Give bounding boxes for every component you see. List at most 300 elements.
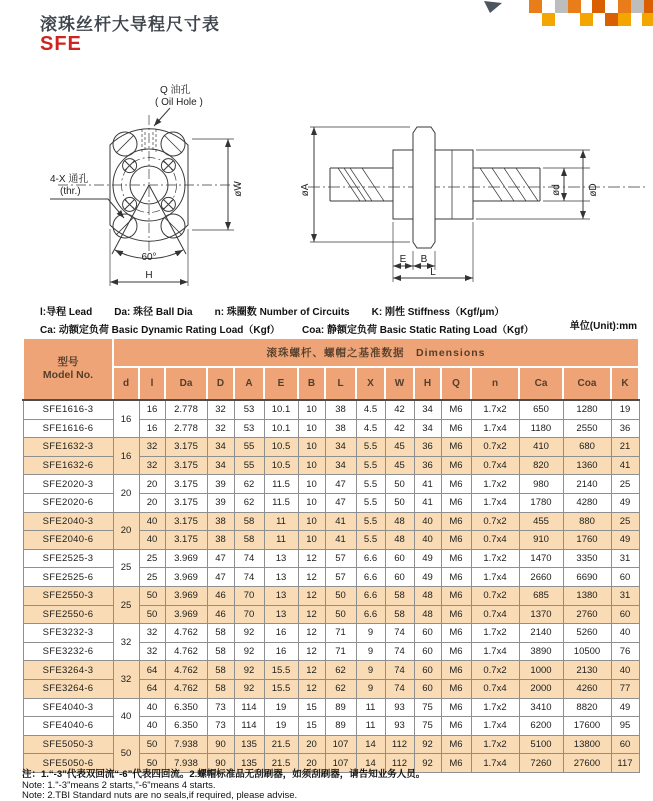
column-header-row bbox=[23, 367, 639, 400]
value-cell-A: 70 bbox=[234, 586, 264, 605]
value-cell-n: 1.7x4 bbox=[471, 717, 519, 736]
value-cell-B: 10 bbox=[298, 531, 325, 550]
value-cell-l: 40 bbox=[139, 698, 165, 717]
value-cell-A: 92 bbox=[234, 661, 264, 680]
value-cell-E: 16 bbox=[264, 624, 298, 643]
value-cell-W: 42 bbox=[385, 400, 414, 419]
value-cell-n: 0.7x4 bbox=[471, 679, 519, 698]
value-cell-E: 21.5 bbox=[264, 735, 298, 754]
value-cell-Da: 4.762 bbox=[165, 661, 207, 680]
value-cell-Da: 3.175 bbox=[165, 493, 207, 512]
value-cell-A: 114 bbox=[234, 698, 264, 717]
table-row bbox=[23, 735, 639, 754]
table-row bbox=[23, 400, 639, 419]
value-cell-A: 58 bbox=[234, 531, 264, 550]
column-header-n: n bbox=[471, 367, 519, 400]
logo-pixel bbox=[592, 0, 605, 13]
value-cell-B: 12 bbox=[298, 605, 325, 624]
d-merged-cell: 40 bbox=[113, 698, 139, 735]
value-cell-H: 34 bbox=[414, 400, 441, 419]
value-cell-l: 32 bbox=[139, 642, 165, 661]
oil-hole-label-cn: Q 油孔 bbox=[160, 85, 191, 96]
value-cell-H: 75 bbox=[414, 717, 441, 736]
value-cell-l: 64 bbox=[139, 661, 165, 680]
value-cell-H: 40 bbox=[414, 512, 441, 531]
value-cell-X: 6.6 bbox=[356, 568, 385, 587]
value-cell-Coa: 10500 bbox=[563, 642, 611, 661]
thru-hole-label-en: (thr.) bbox=[60, 186, 81, 197]
value-cell-n: 0.7x2 bbox=[471, 438, 519, 457]
value-cell-H: 60 bbox=[414, 642, 441, 661]
value-cell-E: 11 bbox=[264, 512, 298, 531]
value-cell-Ca: 820 bbox=[519, 456, 563, 475]
value-cell-Coa: 1360 bbox=[563, 456, 611, 475]
value-cell-W: 112 bbox=[385, 735, 414, 754]
value-cell-W: 93 bbox=[385, 717, 414, 736]
value-cell-H: 48 bbox=[414, 586, 441, 605]
value-cell-L: 71 bbox=[325, 624, 356, 643]
value-cell-W: 58 bbox=[385, 586, 414, 605]
value-cell-Coa: 680 bbox=[563, 438, 611, 457]
value-cell-X: 5.5 bbox=[356, 531, 385, 550]
value-cell-Da: 2.778 bbox=[165, 419, 207, 438]
value-cell-E: 11 bbox=[264, 531, 298, 550]
d-merged-cell: 50 bbox=[113, 735, 139, 772]
value-cell-Da: 3.175 bbox=[165, 456, 207, 475]
thru-hole-label-cn: 4-X 通孔 bbox=[50, 174, 89, 185]
value-cell-Ca: 685 bbox=[519, 586, 563, 605]
value-cell-H: 34 bbox=[414, 419, 441, 438]
value-cell-A: 92 bbox=[234, 642, 264, 661]
value-cell-X: 9 bbox=[356, 661, 385, 680]
column-header-D: D bbox=[207, 367, 234, 400]
value-cell-K: 25 bbox=[611, 475, 639, 494]
value-cell-Q: M6 bbox=[441, 661, 471, 680]
value-cell-A: 92 bbox=[234, 624, 264, 643]
value-cell-l: 20 bbox=[139, 475, 165, 494]
value-cell-Coa: 1380 bbox=[563, 586, 611, 605]
value-cell-W: 74 bbox=[385, 661, 414, 680]
model-header-en: Model No. bbox=[42, 369, 94, 381]
value-cell-Coa: 4260 bbox=[563, 679, 611, 698]
value-cell-Coa: 2130 bbox=[563, 661, 611, 680]
table-row bbox=[23, 475, 639, 494]
value-cell-W: 58 bbox=[385, 605, 414, 624]
d-merged-cell: 20 bbox=[113, 512, 139, 549]
value-cell-X: 5.5 bbox=[356, 475, 385, 494]
value-cell-Q: M6 bbox=[441, 456, 471, 475]
value-cell-K: 19 bbox=[611, 400, 639, 419]
value-cell-Da: 3.969 bbox=[165, 568, 207, 587]
value-cell-Ca: 455 bbox=[519, 512, 563, 531]
value-cell-A: 55 bbox=[234, 456, 264, 475]
value-cell-L: 38 bbox=[325, 400, 356, 419]
value-cell-X: 9 bbox=[356, 679, 385, 698]
value-cell-W: 48 bbox=[385, 512, 414, 531]
value-cell-D: 47 bbox=[207, 568, 234, 587]
value-cell-Coa: 1760 bbox=[563, 531, 611, 550]
value-cell-L: 89 bbox=[325, 717, 356, 736]
oil-hole-label-en: ( Oil Hole ) bbox=[155, 97, 203, 108]
value-cell-Q: M6 bbox=[441, 419, 471, 438]
logo-arrow-icon bbox=[483, 0, 505, 14]
column-header-l: l bbox=[139, 367, 165, 400]
value-cell-B: 12 bbox=[298, 679, 325, 698]
value-cell-A: 55 bbox=[234, 438, 264, 457]
value-cell-H: 48 bbox=[414, 605, 441, 624]
legend bbox=[40, 303, 640, 339]
value-cell-n: 1.7x2 bbox=[471, 624, 519, 643]
value-cell-H: 41 bbox=[414, 493, 441, 512]
table-row bbox=[23, 549, 639, 568]
value-cell-Coa: 8820 bbox=[563, 698, 611, 717]
value-cell-H: 60 bbox=[414, 679, 441, 698]
value-cell-E: 15.5 bbox=[264, 679, 298, 698]
value-cell-l: 40 bbox=[139, 717, 165, 736]
value-cell-H: 41 bbox=[414, 475, 441, 494]
dim-l-label: L bbox=[430, 267, 436, 278]
model-cell: SFE2040-6 bbox=[23, 531, 113, 550]
value-cell-K: 95 bbox=[611, 717, 639, 736]
value-cell-H: 40 bbox=[414, 531, 441, 550]
value-cell-B: 12 bbox=[298, 661, 325, 680]
table-row bbox=[23, 624, 639, 643]
column-header-Ca: Ca bbox=[519, 367, 563, 400]
value-cell-W: 93 bbox=[385, 698, 414, 717]
dim-e-label: E bbox=[399, 254, 407, 265]
value-cell-n: 0.7x2 bbox=[471, 512, 519, 531]
value-cell-W: 60 bbox=[385, 549, 414, 568]
value-cell-E: 16 bbox=[264, 642, 298, 661]
value-cell-K: 40 bbox=[611, 661, 639, 680]
value-cell-Ca: 2000 bbox=[519, 679, 563, 698]
dim-d-small-label: ød bbox=[551, 184, 562, 196]
value-cell-Coa: 4280 bbox=[563, 493, 611, 512]
value-cell-L: 41 bbox=[325, 531, 356, 550]
value-cell-X: 5.5 bbox=[356, 438, 385, 457]
value-cell-A: 135 bbox=[234, 735, 264, 754]
value-cell-E: 10.1 bbox=[264, 419, 298, 438]
value-cell-n: 0.7x2 bbox=[471, 586, 519, 605]
model-cell: SFE2525-3 bbox=[23, 549, 113, 568]
column-header-W: W bbox=[385, 367, 414, 400]
value-cell-L: 50 bbox=[325, 605, 356, 624]
flange-front-view-diagram bbox=[42, 82, 292, 300]
value-cell-L: 47 bbox=[325, 475, 356, 494]
dim-b-label: B bbox=[420, 254, 428, 265]
model-cell: SFE1632-6 bbox=[23, 456, 113, 475]
model-cell: SFE4040-6 bbox=[23, 717, 113, 736]
value-cell-H: 49 bbox=[414, 568, 441, 587]
value-cell-K: 31 bbox=[611, 549, 639, 568]
logo-pixel bbox=[642, 13, 653, 26]
value-cell-E: 13 bbox=[264, 568, 298, 587]
value-cell-E: 10.1 bbox=[264, 400, 298, 419]
value-cell-X: 14 bbox=[356, 735, 385, 754]
value-cell-Coa: 6690 bbox=[563, 568, 611, 587]
model-header-cn: 型号 bbox=[57, 356, 79, 368]
model-cell: SFE2550-6 bbox=[23, 605, 113, 624]
value-cell-W: 45 bbox=[385, 438, 414, 457]
value-cell-A: 53 bbox=[234, 419, 264, 438]
value-cell-Ca: 1780 bbox=[519, 493, 563, 512]
value-cell-E: 21.5 bbox=[264, 754, 298, 773]
value-cell-n: 1.7x2 bbox=[471, 735, 519, 754]
value-cell-L: 41 bbox=[325, 512, 356, 531]
d-merged-cell: 25 bbox=[113, 549, 139, 586]
value-cell-l: 50 bbox=[139, 586, 165, 605]
value-cell-W: 48 bbox=[385, 531, 414, 550]
column-header-Coa: Coa bbox=[563, 367, 611, 400]
table-row bbox=[23, 512, 639, 531]
value-cell-W: 74 bbox=[385, 642, 414, 661]
value-cell-E: 15.5 bbox=[264, 661, 298, 680]
value-cell-n: 1.7x4 bbox=[471, 754, 519, 773]
value-cell-K: 21 bbox=[611, 438, 639, 457]
value-cell-A: 62 bbox=[234, 493, 264, 512]
value-cell-Coa: 2140 bbox=[563, 475, 611, 494]
legend-stiffness: K: 刚性 Stiffness（Kgf/μm） bbox=[371, 307, 505, 318]
value-cell-n: 0.7x2 bbox=[471, 661, 519, 680]
model-cell: SFE2040-3 bbox=[23, 512, 113, 531]
value-cell-Da: 3.175 bbox=[165, 438, 207, 457]
value-cell-Ca: 1000 bbox=[519, 661, 563, 680]
value-cell-W: 60 bbox=[385, 568, 414, 587]
model-cell: SFE3232-3 bbox=[23, 624, 113, 643]
value-cell-H: 60 bbox=[414, 661, 441, 680]
value-cell-B: 10 bbox=[298, 438, 325, 457]
value-cell-B: 10 bbox=[298, 400, 325, 419]
value-cell-Coa: 1280 bbox=[563, 400, 611, 419]
value-cell-Da: 3.969 bbox=[165, 605, 207, 624]
value-cell-L: 34 bbox=[325, 438, 356, 457]
value-cell-H: 36 bbox=[414, 456, 441, 475]
value-cell-A: 62 bbox=[234, 475, 264, 494]
logo-pixel bbox=[631, 0, 644, 13]
table-row bbox=[23, 661, 639, 680]
value-cell-E: 19 bbox=[264, 717, 298, 736]
column-header-d: d bbox=[113, 367, 139, 400]
value-cell-K: 60 bbox=[611, 605, 639, 624]
value-cell-E: 10.5 bbox=[264, 438, 298, 457]
value-cell-Da: 3.175 bbox=[165, 512, 207, 531]
value-cell-D: 73 bbox=[207, 717, 234, 736]
value-cell-Ca: 980 bbox=[519, 475, 563, 494]
model-cell: SFE2525-6 bbox=[23, 568, 113, 587]
value-cell-B: 12 bbox=[298, 549, 325, 568]
table-row bbox=[23, 586, 639, 605]
column-header-Da: Da bbox=[165, 367, 207, 400]
model-cell: SFE5050-3 bbox=[23, 735, 113, 754]
value-cell-K: 76 bbox=[611, 642, 639, 661]
value-cell-l: 16 bbox=[139, 419, 165, 438]
value-cell-D: 58 bbox=[207, 642, 234, 661]
value-cell-Da: 3.969 bbox=[165, 586, 207, 605]
value-cell-E: 19 bbox=[264, 698, 298, 717]
value-cell-Ca: 1370 bbox=[519, 605, 563, 624]
model-cell: SFE2550-3 bbox=[23, 586, 113, 605]
value-cell-H: 92 bbox=[414, 735, 441, 754]
dim-h-label: H bbox=[145, 270, 153, 281]
value-cell-Coa: 880 bbox=[563, 512, 611, 531]
value-cell-Q: M6 bbox=[441, 605, 471, 624]
value-cell-X: 9 bbox=[356, 642, 385, 661]
value-cell-K: 36 bbox=[611, 419, 639, 438]
value-cell-Ca: 3410 bbox=[519, 698, 563, 717]
value-cell-Ca: 5100 bbox=[519, 735, 563, 754]
d-merged-cell: 25 bbox=[113, 586, 139, 623]
value-cell-Ca: 2140 bbox=[519, 624, 563, 643]
logo-pixel bbox=[605, 13, 618, 26]
value-cell-B: 12 bbox=[298, 624, 325, 643]
technical-drawings bbox=[0, 82, 653, 300]
logo-pixel bbox=[555, 0, 568, 13]
value-cell-Q: M6 bbox=[441, 717, 471, 736]
value-cell-W: 50 bbox=[385, 493, 414, 512]
model-cell: SFE3232-6 bbox=[23, 642, 113, 661]
value-cell-K: 41 bbox=[611, 456, 639, 475]
model-cell: SFE5050-6 bbox=[23, 754, 113, 773]
value-cell-K: 40 bbox=[611, 624, 639, 643]
dim-d-big-label: øD bbox=[588, 183, 599, 197]
value-cell-X: 5.5 bbox=[356, 493, 385, 512]
value-cell-Da: 6.350 bbox=[165, 717, 207, 736]
value-cell-Coa: 2550 bbox=[563, 419, 611, 438]
value-cell-W: 112 bbox=[385, 754, 414, 773]
column-header-L: L bbox=[325, 367, 356, 400]
model-cell: SFE2020-6 bbox=[23, 493, 113, 512]
value-cell-n: 1.7x2 bbox=[471, 698, 519, 717]
value-cell-L: 62 bbox=[325, 661, 356, 680]
page-title: 滚珠丝杆大导程尺寸表 bbox=[40, 15, 220, 34]
d-merged-cell: 16 bbox=[113, 400, 139, 438]
value-cell-K: 77 bbox=[611, 679, 639, 698]
value-cell-A: 74 bbox=[234, 549, 264, 568]
value-cell-Da: 3.969 bbox=[165, 549, 207, 568]
value-cell-B: 12 bbox=[298, 586, 325, 605]
value-cell-Q: M6 bbox=[441, 475, 471, 494]
value-cell-K: 60 bbox=[611, 568, 639, 587]
value-cell-K: 117 bbox=[611, 754, 639, 773]
value-cell-n: 1.7x4 bbox=[471, 568, 519, 587]
value-cell-l: 25 bbox=[139, 568, 165, 587]
value-cell-n: 0.7x4 bbox=[471, 605, 519, 624]
unit-label: 单位(Unit):mm bbox=[569, 321, 637, 332]
legend-circuits: n: 珠圈数 Number of Circuits bbox=[214, 307, 350, 318]
column-header-K: K bbox=[611, 367, 639, 400]
value-cell-E: 11.5 bbox=[264, 475, 298, 494]
value-cell-Q: M6 bbox=[441, 624, 471, 643]
value-cell-n: 0.7x4 bbox=[471, 531, 519, 550]
value-cell-X: 5.5 bbox=[356, 512, 385, 531]
value-cell-D: 46 bbox=[207, 605, 234, 624]
value-cell-H: 49 bbox=[414, 549, 441, 568]
note-en-2: Note: 2.TBI Standard nuts are no seals,if required, please advise. bbox=[22, 790, 298, 801]
brand-pixel-logo bbox=[512, 0, 653, 27]
dimensions-title: 滚珠螺杆、螺帽之基准数据 Dimensions bbox=[113, 338, 639, 367]
value-cell-Coa: 2760 bbox=[563, 605, 611, 624]
footnotes bbox=[22, 770, 642, 801]
value-cell-Ca: 910 bbox=[519, 531, 563, 550]
value-cell-X: 4.5 bbox=[356, 400, 385, 419]
value-cell-Ca: 1180 bbox=[519, 419, 563, 438]
value-cell-X: 11 bbox=[356, 698, 385, 717]
value-cell-Coa: 3350 bbox=[563, 549, 611, 568]
value-cell-H: 36 bbox=[414, 438, 441, 457]
value-cell-n: 1.7x2 bbox=[471, 400, 519, 419]
value-cell-X: 4.5 bbox=[356, 419, 385, 438]
value-cell-X: 6.6 bbox=[356, 549, 385, 568]
model-cell: SFE4040-3 bbox=[23, 698, 113, 717]
column-header-A: A bbox=[234, 367, 264, 400]
value-cell-L: 47 bbox=[325, 493, 356, 512]
value-cell-B: 10 bbox=[298, 475, 325, 494]
value-cell-D: 38 bbox=[207, 531, 234, 550]
value-cell-Da: 7.938 bbox=[165, 735, 207, 754]
model-column-header bbox=[23, 338, 113, 400]
model-cell: SFE2020-3 bbox=[23, 475, 113, 494]
value-cell-D: 58 bbox=[207, 624, 234, 643]
logo-pixel bbox=[529, 0, 542, 13]
column-header-B: B bbox=[298, 367, 325, 400]
value-cell-Ca: 6200 bbox=[519, 717, 563, 736]
value-cell-D: 58 bbox=[207, 661, 234, 680]
table-row bbox=[23, 698, 639, 717]
value-cell-Q: M6 bbox=[441, 586, 471, 605]
value-cell-E: 13 bbox=[264, 549, 298, 568]
dim-a-label: øA bbox=[300, 183, 311, 197]
value-cell-l: 16 bbox=[139, 400, 165, 419]
value-cell-l: 50 bbox=[139, 735, 165, 754]
value-cell-Da: 2.778 bbox=[165, 400, 207, 419]
value-cell-B: 15 bbox=[298, 717, 325, 736]
value-cell-A: 70 bbox=[234, 605, 264, 624]
value-cell-H: 92 bbox=[414, 754, 441, 773]
value-cell-L: 34 bbox=[325, 456, 356, 475]
column-header-H: H bbox=[414, 367, 441, 400]
value-cell-Da: 6.350 bbox=[165, 698, 207, 717]
value-cell-B: 10 bbox=[298, 493, 325, 512]
value-cell-Q: M6 bbox=[441, 642, 471, 661]
value-cell-A: 135 bbox=[234, 754, 264, 773]
value-cell-L: 107 bbox=[325, 735, 356, 754]
value-cell-L: 50 bbox=[325, 586, 356, 605]
logo-pixel bbox=[542, 13, 555, 26]
table-header bbox=[23, 338, 639, 400]
value-cell-W: 42 bbox=[385, 419, 414, 438]
value-cell-B: 10 bbox=[298, 512, 325, 531]
value-cell-Q: M6 bbox=[441, 400, 471, 419]
note-cn: 注：1.“-3”代表双回流“-6”代表四回流。2.螺帽标准品无刮刷器，如须刮刷器，请告知业务人员。 bbox=[22, 769, 426, 780]
value-cell-L: 62 bbox=[325, 679, 356, 698]
value-cell-Q: M6 bbox=[441, 568, 471, 587]
legend-dynamic-load: Ca: 动额定负荷 Basic Dynamic Rating Load（Kgf） bbox=[40, 325, 281, 336]
value-cell-L: 71 bbox=[325, 642, 356, 661]
value-cell-K: 49 bbox=[611, 531, 639, 550]
value-cell-Q: M6 bbox=[441, 512, 471, 531]
value-cell-K: 31 bbox=[611, 586, 639, 605]
value-cell-Coa: 17600 bbox=[563, 717, 611, 736]
logo-pixel bbox=[618, 0, 631, 13]
value-cell-Da: 4.762 bbox=[165, 679, 207, 698]
value-cell-l: 20 bbox=[139, 493, 165, 512]
value-cell-Q: M6 bbox=[441, 549, 471, 568]
value-cell-Q: M6 bbox=[441, 438, 471, 457]
model-cell: SFE1616-6 bbox=[23, 419, 113, 438]
value-cell-Ca: 1470 bbox=[519, 549, 563, 568]
value-cell-l: 40 bbox=[139, 512, 165, 531]
legend-line-1 bbox=[40, 303, 640, 318]
